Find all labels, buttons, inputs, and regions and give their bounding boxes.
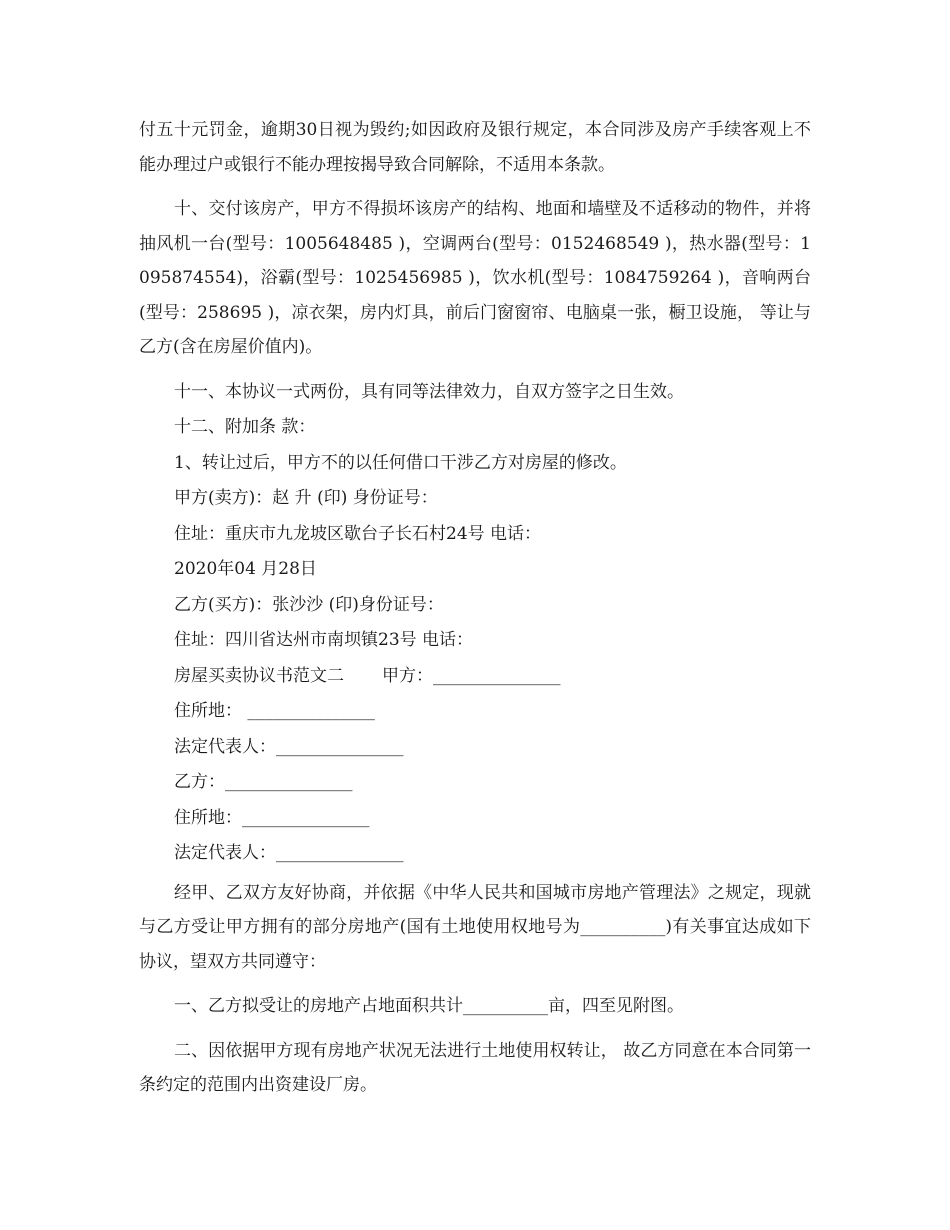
document-body: [139, 113, 811, 1113]
line-additional-term-1: 1、转让过后，甲方不的以任何借口干涉乙方对房屋的修改。: [174, 452, 627, 473]
template-party-a: 甲方：_______________: [382, 665, 561, 686]
line-party-a-seller: 甲方(卖方)：赵 升 (印) 身份证号：: [174, 488, 438, 508]
line-clause-twelve: 十二、附加条 款：: [174, 417, 316, 437]
paragraph-clause-ten: 十、交付该房产，甲方不得损坏该房产的结构、地面和墙壁及不适移动的物件，并将抽风机一台(型号：1005648485 )，空调两台(型号：0152468549 )，热水器(型号：1095874554)，浴霸(型号：1025456985 )，饮水机(型号：1084759264 )，音响两台(型号：258695 )，凉衣架，房内灯具，前后门窗窗帘、电脑桌一张，橱卫设施， 等让与乙方(含在房屋价值内)。: [139, 199, 811, 357]
line-date: 2020年04 月28日: [174, 559, 317, 579]
line-template-legal-rep-b: 法定代表人：_______________: [174, 843, 404, 863]
paragraph-clause-two: 二、因依据甲方现有房地产状况无法进行土地使用权转让， 故乙方同意在本合同第一条约定的范围内出资建设厂房。: [139, 1040, 811, 1095]
line-template-residence-a: 住所地： _______________: [174, 701, 375, 721]
line-template-party-b: 乙方：_______________: [174, 772, 353, 792]
paragraph-penalty-clause: 付五十元罚金，逾期30日视为毁约;如因政府及银行规定，本合同涉及房产手续客观上不能办理过户或银行不能办理按揭导致合同解除，不适用本条款。: [139, 120, 811, 175]
line-party-b-buyer: 乙方(买方)：张沙沙 (印)身份证号：: [174, 594, 444, 615]
paragraph-agreement-preamble: 经甲、乙双方友好协商，并依据《中华人民共和国城市房地产管理法》之规定，现就与乙方受让甲方拥有的部分房地产(国有土地使用权地号为__________)有关事宜达成如下协议，望双方共同遵守：: [139, 882, 811, 972]
line-party-b-address: 住址：四川省达州市南坝镇23号 电话：: [174, 630, 474, 650]
line-template-heading: [139, 659, 811, 695]
line-template-residence-b: 住所地：_______________: [174, 807, 370, 828]
template-title: 房屋买卖协议书范文二: [174, 665, 344, 686]
line-clause-eleven: 十一、本协议一式两份，具有同等法律效力，自双方签字之日生效。: [174, 381, 684, 402]
line-party-a-address: 住址：重庆市九龙坡区歇台子长石村24号 电话：: [174, 523, 542, 544]
line-template-legal-rep-a: 法定代表人：_______________: [174, 736, 404, 757]
paragraph-clause-one: 一、乙方拟受让的房地产占地面积共计__________亩，四至见附图。: [174, 996, 684, 1016]
